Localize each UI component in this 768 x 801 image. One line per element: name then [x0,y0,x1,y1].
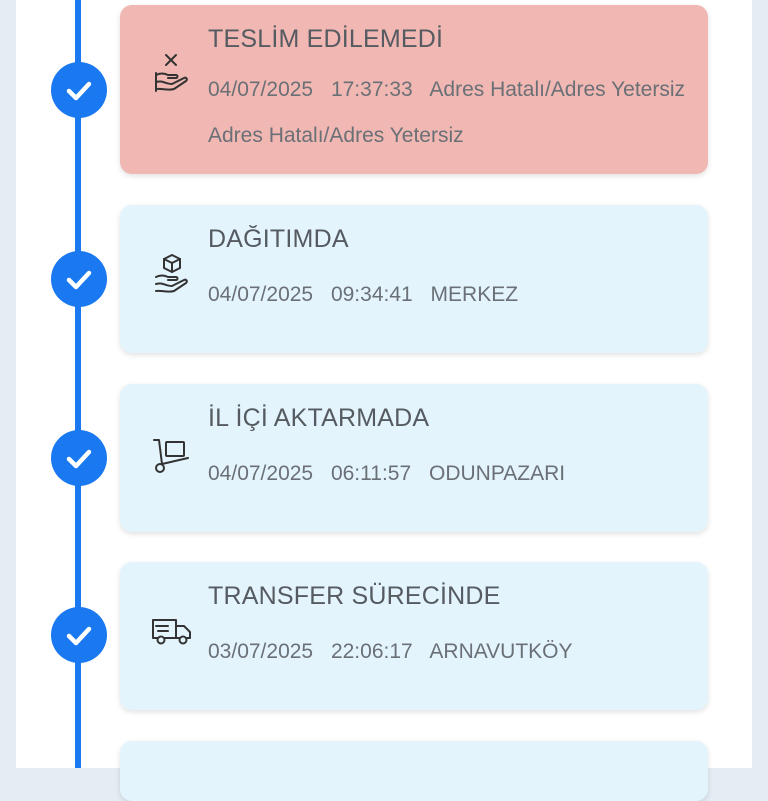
event-card-in-city-transfer[interactable] [120,384,708,532]
event-note: Adres Hatalı/Adres Yetersiz [208,124,464,147]
event-location: ARNAVUTKÖY [429,640,573,663]
event-time: 06:11:57 [330,462,412,485]
hand-truck-icon [150,434,194,478]
event-date: 04/07/2025 [208,462,314,485]
check-icon [51,251,107,307]
event-card-transfer-process[interactable] [120,562,708,710]
event-status: TRANSFER SÜRECİNDE [208,582,501,610]
event-location: MERKEZ [430,283,519,306]
check-icon [51,430,107,486]
event-card-not-delivered[interactable] [120,5,708,174]
event-status: DAĞITIMDA [208,225,349,253]
event-location: Adres Hatalı/Adres Yetersiz [429,78,686,101]
event-date: 04/07/2025 [208,78,314,101]
event-time: 22:06:17 [330,640,413,663]
event-time: 17:37:33 [330,78,413,101]
hand-box-icon [150,251,194,295]
event-meta [208,640,585,664]
event-status: TESLİM EDİLEMEDİ [208,25,444,53]
event-time: 09:34:41 [330,283,413,306]
check-icon [51,62,107,118]
event-location: ODUNPAZARI [428,462,566,485]
event-date: 03/07/2025 [208,640,314,663]
event-card-partial[interactable] [120,741,708,801]
event-meta [208,283,530,307]
delivery-truck-icon [150,610,194,654]
hand-x-icon [150,51,194,95]
event-status: İL İÇİ AKTARMADA [208,404,430,432]
event-date: 04/07/2025 [208,283,314,306]
event-card-out-for-delivery[interactable] [120,205,708,353]
check-icon [51,607,107,663]
event-meta [208,78,697,102]
event-meta [208,462,577,486]
